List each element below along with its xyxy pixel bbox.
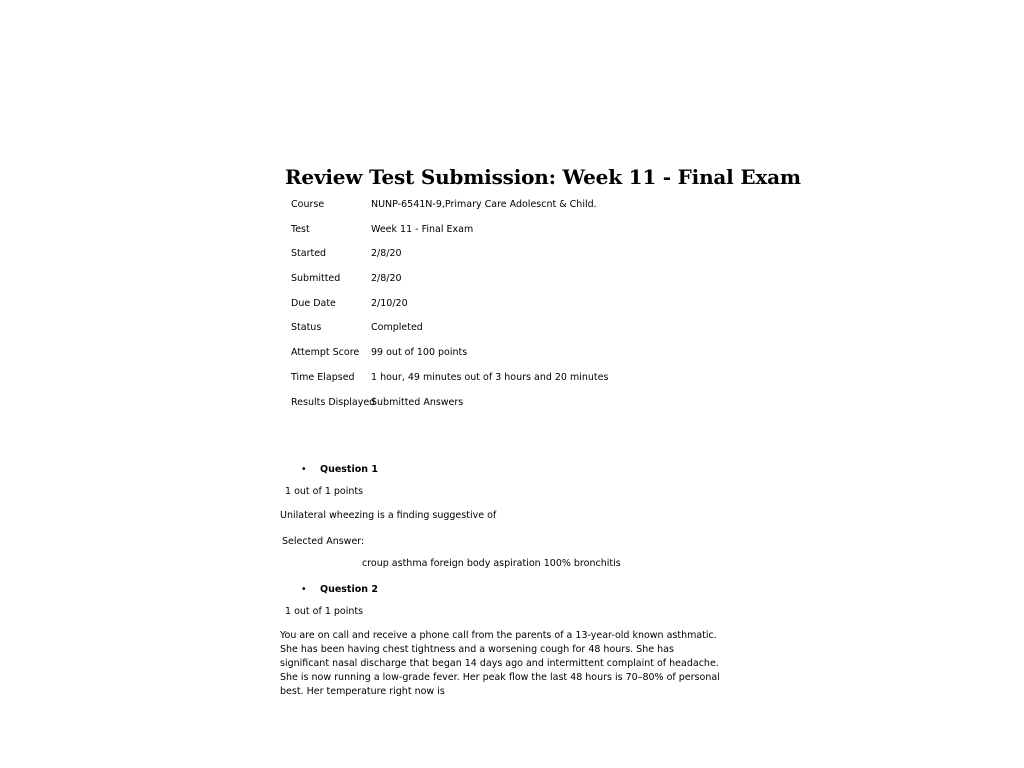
detail-label: Test [291,223,310,235]
detail-value: Completed [371,322,423,334]
question-2-prompt: You are on call and receive a phone call from the parents of a 13-year-old known asthmatic. She has been having chest tightness and a worsening cough for 48 hours. She has significant nasal discharge that began 14 days ago and intermittent complaint of headache. She is now running a low-grade fever. Her peak flow the last 48 hours is 70–80% of personal best. Her temperature right now is [280,630,720,697]
detail-label: Status [291,322,322,334]
detail-row-submitted [291,272,608,297]
detail-value: 2/8/20 [371,273,402,285]
detail-row-started [291,247,608,272]
detail-label: Results Displayed [291,396,376,408]
question-1-title [301,463,378,477]
question-1-selected-answer: croup asthma foreign body aspiration 100% bronchitis [362,558,621,569]
question-1-selected-label: Selected Answer: [282,536,365,547]
question-2-title [301,583,378,597]
detail-row-course [291,198,608,223]
test-details [291,198,608,420]
detail-value: 2/10/20 [371,297,408,309]
bullet-icon: • [301,584,307,595]
question-1-points: 1 out of 1 points [285,486,364,497]
detail-value: NUNP-6541N-9,Primary Care Adolescnt & Child. [371,199,597,210]
question-title-text: Question 2 [320,584,378,595]
detail-value: 2/8/20 [371,248,402,260]
detail-row-due-date [291,297,608,322]
detail-row-test [291,223,608,248]
detail-label: Time Elapsed [291,371,355,383]
detail-value: Week 11 - Final Exam [371,223,474,235]
detail-row-time-elapsed [291,371,608,396]
question-1-prompt: Unilateral wheezing is a finding suggestive of [280,510,497,521]
detail-label: Course [291,199,325,210]
detail-value: 1 hour, 49 minutes out of 3 hours and 20 minutes [371,371,609,383]
detail-value: Submitted Answers [371,396,464,408]
detail-row-status [291,321,608,346]
question-title-text: Question 1 [320,464,378,475]
detail-value: 99 out of 100 points [371,347,468,359]
detail-label: Due Date [291,297,336,309]
detail-label: Submitted [291,273,341,285]
bullet-icon: • [301,464,307,475]
page-title: Review Test Submission: Week 11 - Final Exam [285,165,801,189]
detail-label: Attempt Score [291,347,360,359]
detail-row-attempt-score [291,346,608,371]
detail-row-results-displayed [291,396,608,421]
question-2-points: 1 out of 1 points [285,606,364,617]
detail-label: Started [291,248,327,260]
